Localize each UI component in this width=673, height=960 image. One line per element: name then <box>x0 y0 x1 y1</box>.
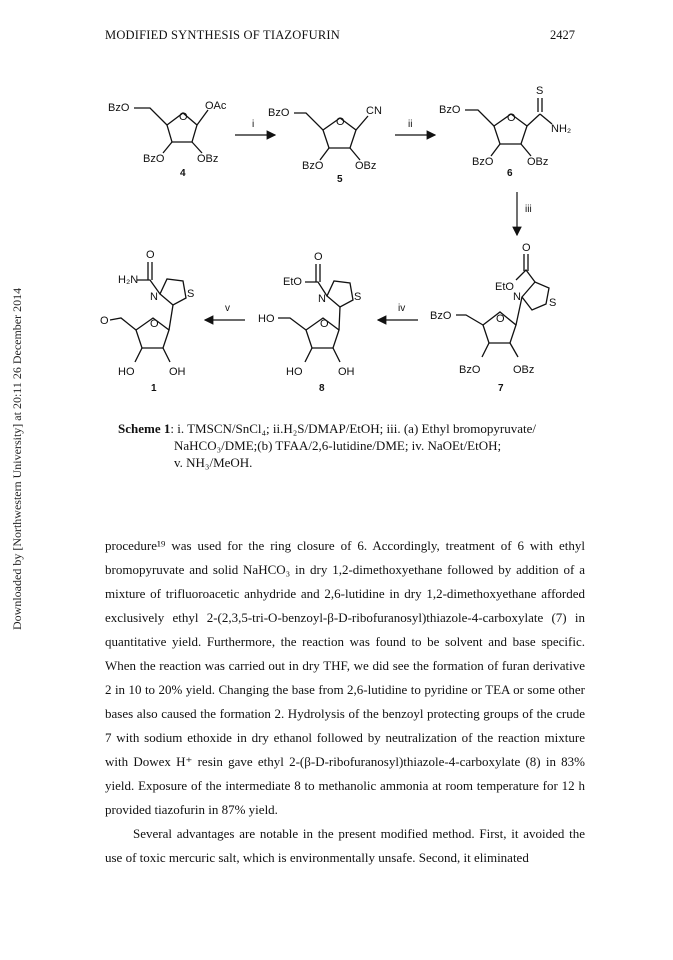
atom-label: OBz <box>197 153 219 165</box>
atom-label: O <box>150 318 159 330</box>
atom-label: BzO <box>430 310 452 322</box>
caption-label: Scheme 1 <box>118 421 171 436</box>
arrow-label-v: v <box>225 303 230 314</box>
arrow-label-i: i <box>252 119 255 130</box>
compound-number-8: 8 <box>319 383 325 394</box>
atom-label: BzO <box>108 102 130 114</box>
arrow-label-iii: iii <box>525 204 532 215</box>
download-watermark: Downloaded by [Northwestern University] at 20:11 26 December 2014 <box>10 287 24 630</box>
atom-label: S <box>536 85 544 97</box>
atom-label: O <box>100 315 109 327</box>
atom-label: N <box>150 291 158 303</box>
atom-label: BzO <box>459 364 481 376</box>
compound-number-6: 6 <box>507 168 513 179</box>
atom-label: OBz <box>355 160 377 172</box>
atom-label: H₂N <box>118 274 139 286</box>
atom-label: BzO <box>268 107 290 119</box>
atom-label: EtO <box>283 276 302 288</box>
atom-label: BzO <box>439 104 461 116</box>
atom-label: HO <box>286 366 303 378</box>
body-paragraph-2: Several advantages are notable in the present modified method. First, it avoided the use of toxic mercuric salt, which is environmentally unsafe. Second, it eliminated <box>105 826 585 865</box>
atom-label: BzO <box>143 153 165 165</box>
atom-label: S <box>549 297 557 309</box>
compound-number-7: 7 <box>498 383 504 394</box>
atom-label: O <box>522 242 531 254</box>
caption-line-3: v. NH₃/MeOH. <box>174 455 253 470</box>
compound-number-4: 4 <box>180 168 186 179</box>
atom-label: O <box>320 318 329 330</box>
compound-number-1: 1 <box>151 383 157 394</box>
body-text <box>105 534 585 870</box>
caption-line-1: Scheme 1: i. TMSCN/SnCl₄; ii.H₂S/DMAP/EtOH; iii. (a) Ethyl bromopyruvate/ <box>118 421 536 436</box>
atom-label: O <box>336 116 345 128</box>
atom-label: BzO <box>472 156 494 168</box>
atom-label: CN <box>366 105 382 117</box>
atom-label: OBz <box>513 364 535 376</box>
atom-label: N <box>513 291 521 303</box>
running-title: MODIFIED SYNTHESIS OF TIAZOFURIN <box>105 28 341 42</box>
compound-number-5: 5 <box>337 174 343 185</box>
scheme-caption <box>118 420 558 471</box>
atom-label: OH <box>338 366 355 378</box>
atom-label: N <box>318 293 326 305</box>
reaction-scheme <box>0 60 673 410</box>
atom-label: HO <box>258 313 275 325</box>
atom-label: S <box>354 291 362 303</box>
atom-label: O <box>496 313 505 325</box>
atom-label: O <box>146 249 155 261</box>
atom-label: O <box>179 111 188 123</box>
arrow-label-iv: iv <box>398 303 406 314</box>
atom-label: O <box>314 251 323 263</box>
body-paragraph-1: procedure¹⁹ was used for the ring closure of 6. Accordingly, treatment of 6 with ethyl bromopyruvate and solid NaHCO₃ in dry 1,2-dimethoxyethane followed by addition of a mixture of trifluoroacetic anhydride and 2,6-lutidine in dry 1,2-dimethoxyethane afforded exclusively ethyl 2-(2,3,5-tri-O-benzoyl-β-D-ribofuranosyl)thiazole-4-carboxylate (7) in quantitative yield. Furthermore, the reaction was found to be solvent and base specific. When the reaction was carried out in dry THF, we did see the formation of furan derivative 2 in 10 to 20% yield. Changing the base from 2,6-lutidine to pyridine or TEA or some other bases also caused the formation 2. Hydrolysis of the benzoyl protecting groups of the crude 7 with sodium ethoxide in dry ethanol followed by neutralization of the reaction mixture with Dowex H⁺ resin gave ethyl 2-(β-D-ribofuranosyl)thiazole-4-carboxylate (8) in 83% yield. Exposure of the intermediate 8 to methanolic ammonia at room temperature for 12 h provided tiazofurin in 87% yield. <box>105 538 585 817</box>
arrow-label-ii: ii <box>408 119 413 130</box>
atom-label: O <box>507 112 516 124</box>
atom-label: OAc <box>205 100 227 112</box>
atom-label: OBz <box>527 156 549 168</box>
atom-label: OH <box>169 366 186 378</box>
caption-line-2: NaHCO₃/DME;(b) TFAA/2,6-lutidine/DME; iv. NaOEt/EtOH; <box>174 438 502 453</box>
atom-label: EtO <box>495 281 514 293</box>
atom-label: S <box>187 288 195 300</box>
atom-label: NH₂ <box>551 123 572 135</box>
atom-label: HO <box>118 366 135 378</box>
page-number: 2427 <box>550 28 575 42</box>
atom-label: BzO <box>302 160 324 172</box>
